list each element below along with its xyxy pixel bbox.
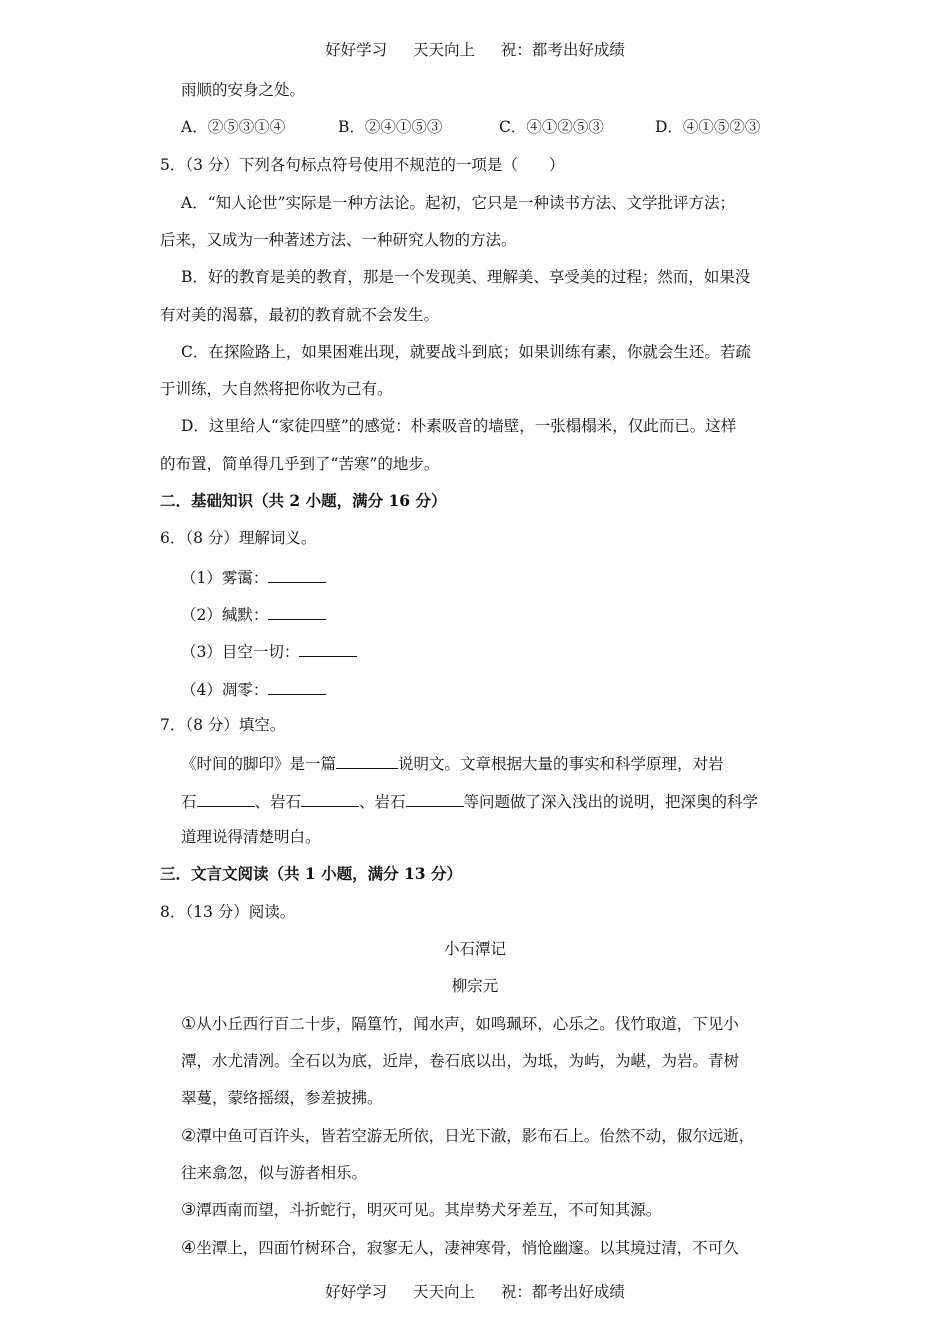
q4-option-b: B．②④①⑤③ — [338, 118, 443, 136]
q7-text-4: 、岩石 — [254, 793, 302, 811]
paragraph-4-number: ④ — [181, 1238, 197, 1258]
q6-item-3-blank[interactable] — [299, 640, 357, 657]
q4-option-a: A．②⑤③①④ — [181, 118, 286, 136]
passage-paragraph-4-line1 — [181, 1238, 739, 1258]
q6-item-1-blank[interactable] — [268, 566, 326, 583]
page-footer — [0, 1280, 950, 1302]
q7-line-1 — [181, 752, 724, 774]
q6-item-1-label: （1）雾霭： — [181, 569, 269, 587]
q7-line-2 — [181, 790, 758, 812]
q7-line-3: 道理说得清楚明白。 — [181, 828, 321, 846]
q5-option-a-line1: A．“知人论世”实际是一种方法论。起初，它只是一种读书方法、文学批评方法； — [181, 194, 736, 212]
q7-text-2: 说明文。文章根据大量的事实和科学原理，对岩 — [398, 755, 724, 773]
passage-title: 小石潭记 — [443, 940, 506, 958]
section-3-title: 三．文言文阅读（共 1 小题，满分 13 分） — [160, 864, 462, 883]
paragraph-3-text-1: 潭西南而望，斗折蛇行，明灭可见。其岸势犬牙差互，不可知其源。 — [196, 1201, 662, 1219]
paragraph-2-text-1: 潭中鱼可百许头，皆若空游无所依，日光下澈，影布石上。佁然不动，俶尔远逝， — [196, 1127, 755, 1145]
q6-item-2 — [181, 603, 326, 625]
passage-paragraph-1-line3: 翠蔓，蒙络摇缀，参差披拂。 — [181, 1089, 383, 1107]
section-2-title: 二．基础知识（共 2 小题，满分 16 分） — [160, 491, 447, 510]
passage-paragraph-1-line2: 潭，水尤清冽。全石以为底，近岸，卷石底以出，为坻，为屿，为嵁，为岩。青树 — [181, 1052, 740, 1070]
q6-item-2-blank[interactable] — [268, 603, 326, 620]
footer-part-1: 好好学习 — [325, 1283, 388, 1301]
q5-option-c-line1: C．在探险路上，如果困难出现，就要战斗到底；如果训练有素，你就会生还。若疏 — [181, 343, 751, 361]
q6-item-4-blank[interactable] — [268, 678, 326, 695]
paragraph-4-text-1: 坐潭上，四面竹树环合，寂寥无人，凄神寒骨，悄怆幽邃。以其境过清，不可久 — [196, 1239, 739, 1257]
passage-author: 柳宗元 — [451, 977, 499, 995]
header-part-3: 祝：都考出好成绩 — [500, 41, 625, 59]
q7-text-3: 石 — [181, 793, 197, 811]
q6-stem: 6．（8 分）理解词义。 — [160, 529, 317, 547]
q5-option-b-line1: B．好的教育是美的教育，那是一个发现美、理解美、享受美的过程；然而，如果没 — [181, 268, 751, 286]
q7-text-5: 、岩石 — [359, 793, 406, 811]
q7-blank-4[interactable] — [406, 790, 464, 807]
paragraph-1-number: ① — [181, 1014, 197, 1034]
q5-option-a-line2: 后来，又成为一种著述方法、一种研究人物的方法。 — [160, 231, 517, 249]
q6-item-3-label: （3）目空一切： — [181, 643, 300, 661]
q4-option-d: D．④①⑤②③ — [655, 118, 761, 136]
q6-item-4 — [181, 678, 326, 700]
q5-option-c-line2: 于训练，大自然将把你收为己有。 — [160, 380, 393, 398]
q7-blank-3[interactable] — [301, 790, 359, 807]
footer-part-3: 祝：都考出好成绩 — [500, 1283, 625, 1301]
q4-option-c: C．④①②⑤③ — [499, 118, 604, 136]
q7-text-6: 等问题做了深入浅出的说明，把深奥的科学 — [463, 793, 759, 811]
q5-option-b-line2: 有对美的渴慕，最初的教育就不会发生。 — [160, 306, 440, 324]
passage-paragraph-2-line1 — [181, 1126, 754, 1146]
paragraph-2-number: ② — [181, 1126, 197, 1146]
passage-paragraph-3-line1 — [181, 1200, 661, 1220]
q6-item-4-label: （4）凋零： — [181, 681, 269, 699]
q5-option-d-line2: 的布置，简单得几乎到了“苦寒”的地步。 — [160, 455, 440, 473]
page-header — [0, 38, 950, 60]
q6-item-2-label: （2）缄默： — [181, 606, 269, 624]
paragraph-3-number: ③ — [181, 1200, 197, 1220]
footer-part-2: 天天向上 — [412, 1283, 475, 1301]
q5-option-d-line1: D．这里给人“家徒四壁”的感觉：朴素吸音的墙壁，一张榻榻米，仅此而已。这样 — [181, 417, 737, 435]
passage-paragraph-2-line2: 往来翕忽，似与游者相乐。 — [181, 1164, 368, 1182]
q6-item-1 — [181, 566, 326, 588]
q7-blank-2[interactable] — [197, 790, 255, 807]
header-part-2: 天天向上 — [412, 41, 475, 59]
q7-stem: 7．（8 分）填空。 — [160, 716, 286, 734]
passage-paragraph-1-line1 — [181, 1014, 739, 1034]
q5-stem: 5．（3 分）下列各句标点符号使用不规范的一项是（ ） — [160, 156, 565, 174]
header-part-1: 好好学习 — [325, 41, 388, 59]
q6-item-3 — [181, 640, 357, 662]
paragraph-1-text-1: 从小丘西行百二十步，隔篁竹，闻水声，如鸣珮环，心乐之。伐竹取道，下见小 — [196, 1015, 739, 1033]
q7-text-1: 《时间的脚印》是一篇 — [181, 755, 337, 773]
q8-stem: 8．（13 分）阅读。 — [160, 903, 296, 921]
q4-tail-line: 雨顺的安身之处。 — [181, 81, 306, 99]
q7-blank-1[interactable] — [336, 752, 398, 769]
